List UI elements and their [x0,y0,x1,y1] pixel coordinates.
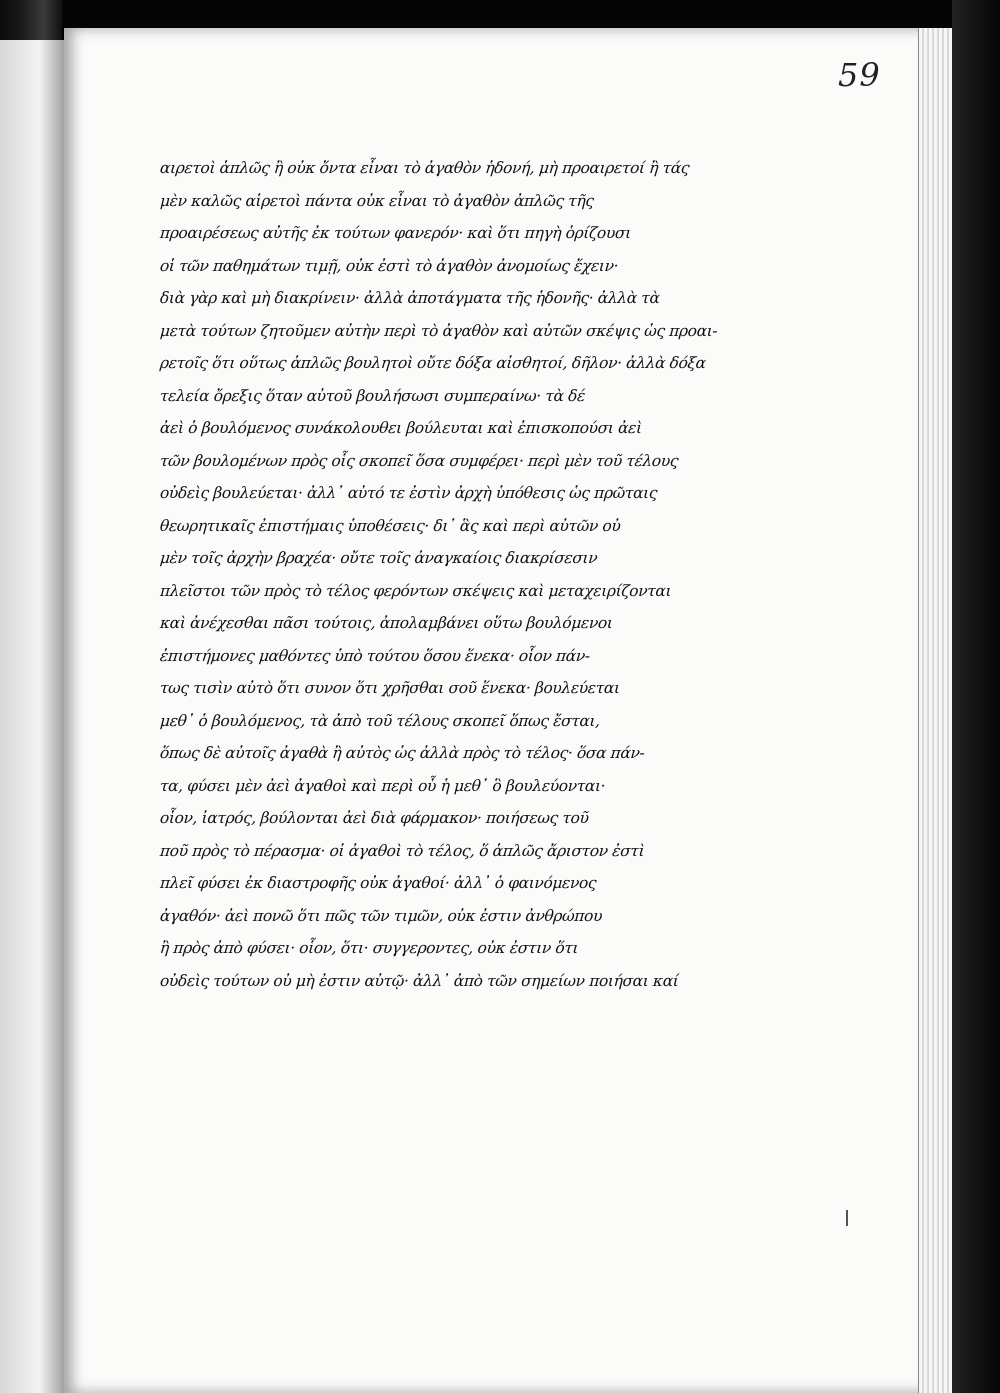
manuscript-line: ἢ πρὸς ἀπὸ φύσει· οἷον, ὅτι· συγγεροντες, οὐκ ἐστιν ὅτι [159,939,580,957]
manuscript-line: τῶν βουλομένων πρὸς οἷς σκοπεῖ ὅσα συμφέρει· περὶ μὲν τοῦ τέλους [159,451,680,470]
manuscript-line: οἷον, ἰατρός, βούλονται ἀεὶ διὰ φάρμακον· ποιήσεως τοῦ [159,809,590,827]
manuscript-line: ἀεὶ ὁ βουλόμενος συνάκολουθει βούλευται καὶ ἐπισκοπούσι ἀεὶ [159,419,643,437]
facing-page-edge [0,40,68,1393]
manuscript-line: τως τισὶν αὐτὸ ὅτι συνον ὅτι χρῆσθαι σοῦ ἕνεκα· βουλεύεται [159,679,621,697]
manuscript-line: θεωρητικαῖς ἐπιστήμαις ὑποθέσεις· δι᾽ ἃς καὶ περὶ αὐτῶν οὐ [159,516,622,535]
manuscript-line: πλεῖστοι τῶν πρὸς τὸ τέλος φερόντων σκέψεις καὶ μεταχειρίζονται [159,581,672,600]
top-background [62,0,952,28]
manuscript-line: ποῦ πρὸς τὸ πέρασμα· οἱ ἀγαθοὶ τὸ τέλος, ὅ ἁπλῶς ἄριστον ἐστὶ [159,841,646,860]
manuscript-line: οἱ τῶν παθημάτων τιμῇ, οὐκ ἐστὶ τὸ ἀγαθὸν ἀνομοίως ἔχειν· [159,256,620,275]
manuscript-line: μεθ᾽ ὁ βουλόμενος, τὰ ἀπὸ τοῦ τέλους σκοπεῖ ὅπως ἔσται, [159,711,601,730]
manuscript-line: μετὰ τούτων ζητοῦμεν αὐτὴν περὶ τὸ ἀγαθὸν καὶ αὐτῶν σκέψις ὡς προαι- [159,321,718,340]
manuscript-line: προαιρέσεως αὐτῆς ἐκ τούτων φανερόν· καὶ ὅτι πηγὴ ὁρίζουσι [159,224,632,242]
manuscript-line: διὰ γὰρ καὶ μὴ διακρίνειν· ἀλλὰ ἀποτάγματα τῆς ἡδονῆς· ἀλλὰ τὰ [159,289,661,307]
manuscript-line: τελεία ὄρεξις ὅταν αὐτοῦ βουλήσωσι συμπεραίνω· τὰ δέ [159,386,586,405]
manuscript-line: ἀγαθόν· ἀεὶ πονῶ ὅτι πῶς τῶν τιμῶν, οὐκ ἐστιν ἀνθρώπου [159,906,603,925]
manuscript-line: ἐπιστήμονες μαθόντες ὑπὸ τούτου ὅσου ἕνεκα· οἷον πάν- [159,646,591,665]
manuscript-line: μὲν καλῶς αἱρετοὶ πάντα οὐκ εἶναι τὸ ἀγαθὸν ἀπλῶς τῆς [159,191,595,210]
manuscript-line: ὅπως δὲ αὐτοῖς ἀγαθὰ ἢ αὐτὸς ὡς ἀλλὰ πρὸς τὸ τέλος· ὅσα πάν- [159,744,646,762]
manuscript-line: οὐδεὶς τούτων οὐ μὴ ἐστιν αὐτῷ· ἀλλ᾽ ἀπὸ τῶν σημείων ποιήσαι καί [159,971,679,990]
manuscript-text-block [160,152,720,997]
manuscript-line: αιρετοὶ ἁπλῶς ἢ οὐκ ὄντα εἶναι τὸ ἀγαθὸν ἡδονή, μὴ προαιρετοί ἢ τάς [159,159,691,177]
manuscript-line: μὲν τοῖς ἀρχὴν βραχέα· οὔτε τοῖς ἀναγκαίοις διακρίσεσιν [159,549,599,567]
manuscript-line: ρετοῖς ὅτι οὕτως ἁπλῶς βουλητοὶ οὔτε δόξα αἰσθητοί, δῆλον· ἀλλὰ δόξα [159,354,707,372]
folio-number: 59 [838,56,881,94]
manuscript-line: οὐδεὶς βουλεύεται· ἀλλ᾽ αὐτό τε ἐστὶν ἀρχὴ ὑπόθεσις ὡς πρῶταις [159,484,658,502]
manuscript-line: καὶ ἀνέχεσθαι πᾶσι τούτοις, ἀπολαμβάνει οὕτω βουλόμενοι [159,614,614,632]
margin-mark [846,1210,848,1226]
manuscript-line: τα, φύσει μὲν ἀεὶ ἀγαθοὶ καὶ περὶ οὗ ἡ μεθ᾽ ὃ βουλεύονται· [159,776,606,795]
manuscript-line: πλεῖ φύσει ἐκ διαστροφῆς οὐκ ἀγαθοί· ἀλλ᾽ ὁ φαινόμενος [159,874,597,892]
right-background [952,0,1000,1393]
page-stack-edges [918,28,953,1393]
